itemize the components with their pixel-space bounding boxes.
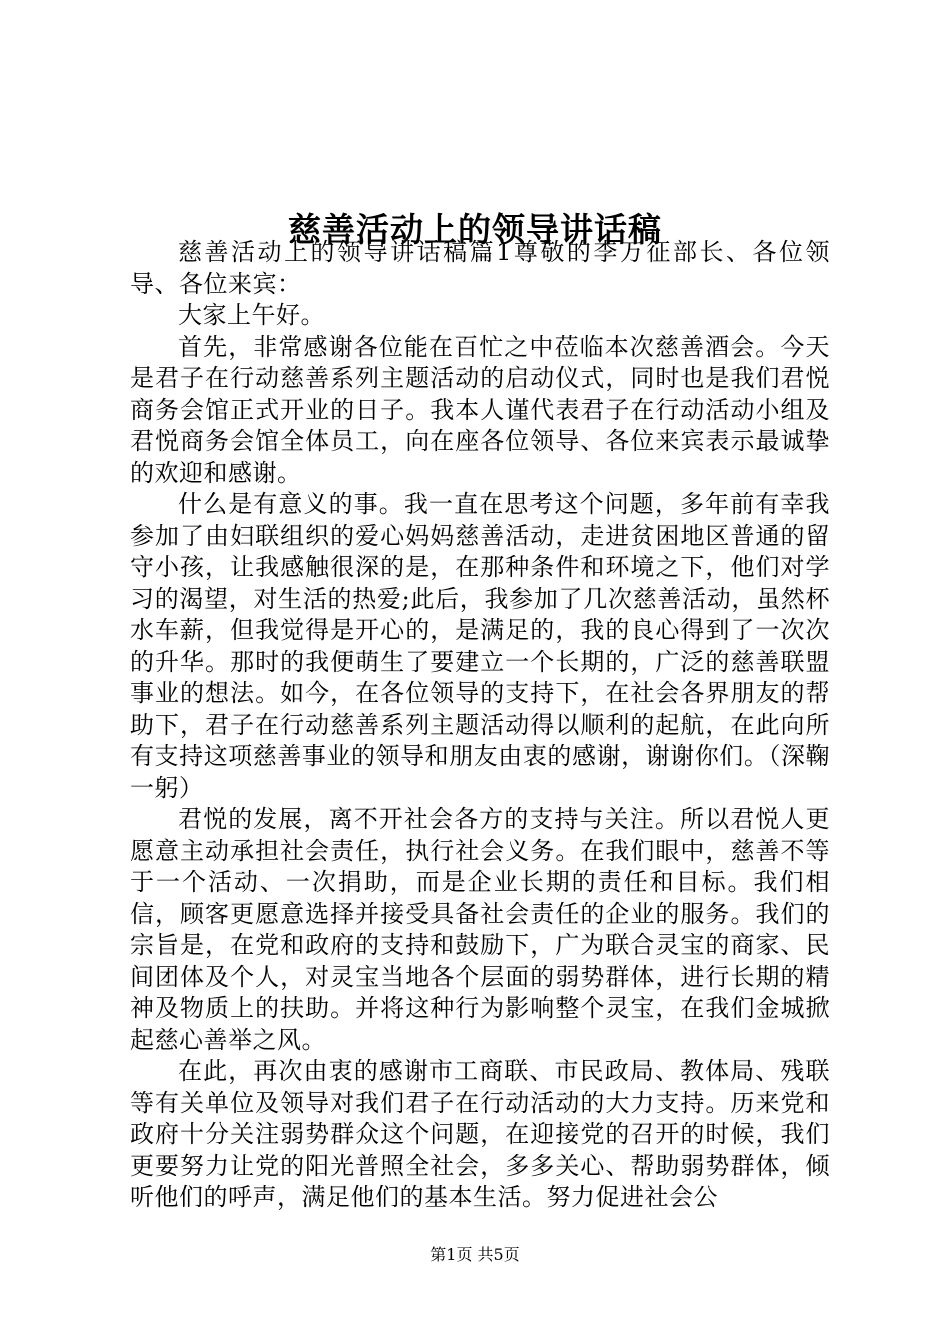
document-title: 慈善活动上的领导讲话稿 <box>288 210 662 250</box>
paragraph-1: 慈善活动上的领导讲话稿篇1尊敬的李万征部长、各位领导、各位来宾： <box>130 238 830 298</box>
paragraph-6: 在此，再次由衷的感谢市工商联、市民政局、教体局、残联等有关单位及领导对我们君子在行动活动的大力支持。历来党和政府十分关注弱势群众这个问题，在迎接党的召开的时候，我们更要努力让党的阳光普照全社会，多多关心、帮助弱势群体，倾听他们的呼声，满足他们的基本生活。努力促进社会公 <box>130 1057 830 1211</box>
paragraph-2: 大家上午好。 <box>178 301 325 329</box>
page-number-footer: 第1页 共5页 <box>430 1245 520 1264</box>
paragraph-4: 什么是有意义的事。我一直在思考这个问题，多年前有幸我参加了由妇联组织的爱心妈妈慈善活动，走进贫困地区普通的留守小孩，让我感触很深的是，在那种条件和环境之下，他们对学习的渴望，对生活的热爱;此后，我参加了几次慈善活动，虽然杯水车薪，但我觉得是开心的，是满足的，我的良心得到了一次次的升华。那时的我便萌生了要建立一个长期的，广泛的慈善联盟事业的想法。如今，在各位领导的支持下，在社会各界朋友的帮助下，君子在行动慈善系列主题活动得以顺利的起航，在此向所有支持这项慈善事业的领导和朋友由衷的感谢，谢谢你们。（深鞠一躬） <box>130 490 830 802</box>
document-body <box>130 237 830 1211</box>
paragraph-3: 首先，非常感谢各位能在百忙之中莅临本次慈善酒会。今天是君子在行动慈善系列主题活动的启动仪式，同时也是我们君悦商务会馆正式开业的日子。我本人谨代表君子在行动活动小组及君悦商务会馆全体员工，向在座各位领导、各位来宾表示最诚挚的欢迎和感谢。 <box>130 332 830 487</box>
paragraph-5: 君悦的发展，离不开社会各方的支持与关注。所以君悦人更愿意主动承担社会责任，执行社会义务。在我们眼中，慈善不等于一个活动、一次捐助，而是企业长期的责任和目标。我们相信，顾客更愿意选择并接受具备社会责任的企业的服务。我们的宗旨是，在党和政府的支持和鼓励下，广为联合灵宝的商家、民间团体及个人，对灵宝当地各个层面的弱势群体，进行长期的精神及物质上的扶助。并将这种行为影响整个灵宝，在我们金城掀起慈心善举之风。 <box>130 805 830 1054</box>
